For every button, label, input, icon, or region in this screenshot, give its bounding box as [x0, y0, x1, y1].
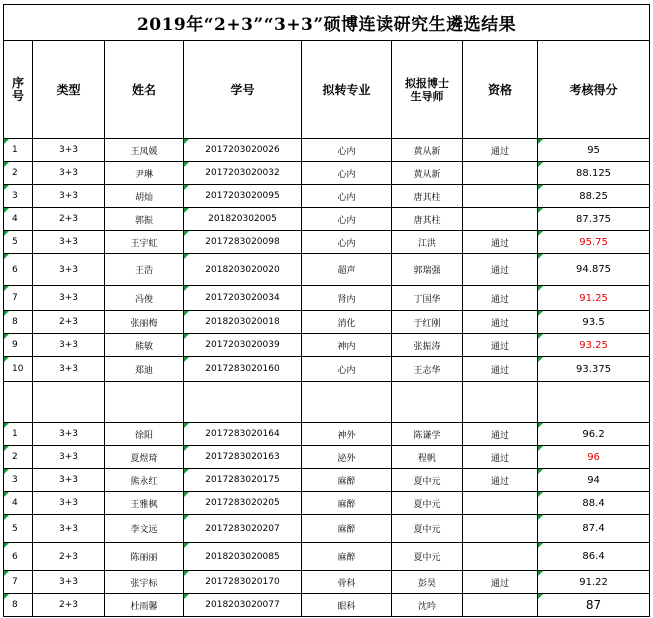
- cell-type[interactable]: 3+3: [33, 469, 105, 492]
- empty-cell[interactable]: [4, 404, 33, 423]
- cell-student-id[interactable]: 2017283020207: [184, 515, 302, 543]
- cell-advisor[interactable]: 郭瑞强: [392, 254, 463, 286]
- empty-cell[interactable]: [4, 382, 33, 404]
- header-qualification[interactable]: 资格: [463, 41, 538, 139]
- cell-student-id[interactable]: 2017283020170: [184, 571, 302, 594]
- cell-name[interactable]: 王雅枫: [105, 492, 184, 515]
- table-row: [4, 334, 650, 357]
- cell-seq[interactable]: 9: [4, 334, 33, 357]
- cell-name[interactable]: 陈丽丽: [105, 543, 184, 571]
- cell-major[interactable]: 心内: [302, 357, 392, 382]
- cell-name[interactable]: 张丽梅: [105, 311, 184, 334]
- cell-major[interactable]: 肾内: [302, 286, 392, 311]
- cell-score[interactable]: 94: [538, 469, 650, 492]
- cell-qualification[interactable]: [463, 492, 538, 515]
- cell-name[interactable]: 冯俊: [105, 286, 184, 311]
- header-name[interactable]: 姓名: [105, 41, 184, 139]
- cell-seq[interactable]: 2: [4, 446, 33, 469]
- cell-student-id[interactable]: 2017203020026: [184, 139, 302, 162]
- header-advisor[interactable]: [392, 41, 463, 139]
- empty-cell[interactable]: [105, 382, 184, 404]
- blank-row: [4, 404, 650, 423]
- empty-cell[interactable]: [184, 382, 302, 404]
- cell-qualification[interactable]: [463, 543, 538, 571]
- cell-student-id[interactable]: 2017283020164: [184, 423, 302, 446]
- cell-advisor[interactable]: 张振涛: [392, 334, 463, 357]
- cell-type[interactable]: 3+3: [33, 357, 105, 382]
- cell-type[interactable]: 3+3: [33, 492, 105, 515]
- cell-name[interactable]: 徐阳: [105, 423, 184, 446]
- cell-qualification[interactable]: [463, 208, 538, 231]
- cell-seq[interactable]: 8: [4, 311, 33, 334]
- cell-seq[interactable]: 1: [4, 139, 33, 162]
- cell-student-id[interactable]: 2017283020175: [184, 469, 302, 492]
- cell-type[interactable]: 3+3: [33, 446, 105, 469]
- empty-cell[interactable]: [302, 404, 392, 423]
- header-seq[interactable]: [4, 41, 33, 139]
- cell-score[interactable]: 86.4: [538, 543, 650, 571]
- cell-major[interactable]: 超声: [302, 254, 392, 286]
- cell-type[interactable]: 3+3: [33, 515, 105, 543]
- cell-advisor[interactable]: 彭昊: [392, 571, 463, 594]
- empty-cell[interactable]: [33, 404, 105, 423]
- cell-score[interactable]: 91.22: [538, 571, 650, 594]
- cell-score[interactable]: 93.5: [538, 311, 650, 334]
- table-row: [4, 571, 650, 594]
- cell-type[interactable]: 2+3: [33, 543, 105, 571]
- cell-name[interactable]: 张宇标: [105, 571, 184, 594]
- cell-major[interactable]: 心内: [302, 185, 392, 208]
- cell-student-id[interactable]: 2017203020095: [184, 185, 302, 208]
- cell-seq[interactable]: 3: [4, 469, 33, 492]
- header-major[interactable]: 拟转专业: [302, 41, 392, 139]
- cell-name[interactable]: 胡灿: [105, 185, 184, 208]
- cell-qualification[interactable]: 通过: [463, 334, 538, 357]
- cell-type[interactable]: 2+3: [33, 311, 105, 334]
- cell-score[interactable]: 94.875: [538, 254, 650, 286]
- cell-score[interactable]: 96: [538, 446, 650, 469]
- cell-student-id[interactable]: 2017283020098: [184, 231, 302, 254]
- table-row: [4, 139, 650, 162]
- table-row: [4, 286, 650, 311]
- table-row: [4, 446, 650, 469]
- cell-student-id[interactable]: 2018203020018: [184, 311, 302, 334]
- cell-seq[interactable]: 8: [4, 594, 33, 617]
- cell-qualification[interactable]: [463, 594, 538, 617]
- cell-type[interactable]: 3+3: [33, 162, 105, 185]
- table-row: [4, 423, 650, 446]
- cell-score[interactable]: 96.2: [538, 423, 650, 446]
- cell-seq[interactable]: 6: [4, 254, 33, 286]
- cell-type[interactable]: 2+3: [33, 594, 105, 617]
- cell-name[interactable]: 夏煜琦: [105, 446, 184, 469]
- empty-cell[interactable]: [302, 382, 392, 404]
- empty-cell[interactable]: [463, 404, 538, 423]
- cell-major[interactable]: 神内: [302, 334, 392, 357]
- blank-row: [4, 382, 650, 404]
- cell-seq[interactable]: 10: [4, 357, 33, 382]
- cell-name[interactable]: 杜雨馨: [105, 594, 184, 617]
- cell-qualification[interactable]: 通过: [463, 357, 538, 382]
- cell-advisor[interactable]: 黄从新: [392, 162, 463, 185]
- cell-student-id[interactable]: 2017283020205: [184, 492, 302, 515]
- cell-student-id[interactable]: 2017203020039: [184, 334, 302, 357]
- cell-qualification[interactable]: [463, 185, 538, 208]
- cell-major[interactable]: 心内: [302, 208, 392, 231]
- table-row: [4, 254, 650, 286]
- header-row: [4, 41, 650, 139]
- cell-score[interactable]: 91.25: [538, 286, 650, 311]
- cell-score[interactable]: 87: [538, 594, 650, 617]
- results-table: [3, 4, 650, 617]
- table-row: [4, 162, 650, 185]
- cell-score[interactable]: 95: [538, 139, 650, 162]
- cell-major[interactable]: 麻醉: [302, 469, 392, 492]
- empty-cell[interactable]: [33, 382, 105, 404]
- cell-advisor[interactable]: 夏中元: [392, 543, 463, 571]
- empty-cell[interactable]: [463, 382, 538, 404]
- cell-type[interactable]: 3+3: [33, 231, 105, 254]
- table-row: [4, 492, 650, 515]
- cell-seq[interactable]: 1: [4, 423, 33, 446]
- cell-major[interactable]: 心内: [302, 139, 392, 162]
- cell-major[interactable]: 麻醉: [302, 543, 392, 571]
- cell-type[interactable]: 3+3: [33, 286, 105, 311]
- cell-name[interactable]: 王浩: [105, 254, 184, 286]
- cell-qualification[interactable]: [463, 515, 538, 543]
- cell-qualification[interactable]: 通过: [463, 571, 538, 594]
- cell-seq[interactable]: 7: [4, 571, 33, 594]
- cell-advisor[interactable]: 丁国华: [392, 286, 463, 311]
- cell-advisor[interactable]: 夏中元: [392, 515, 463, 543]
- cell-qualification[interactable]: [463, 162, 538, 185]
- empty-cell[interactable]: [538, 382, 650, 404]
- cell-major[interactable]: 神外: [302, 423, 392, 446]
- cell-score[interactable]: 88.4: [538, 492, 650, 515]
- cell-seq[interactable]: 6: [4, 543, 33, 571]
- cell-major[interactable]: 心内: [302, 231, 392, 254]
- cell-type[interactable]: 3+3: [33, 139, 105, 162]
- table-row: [4, 515, 650, 543]
- header-type[interactable]: 类型: [33, 41, 105, 139]
- cell-type[interactable]: 3+3: [33, 571, 105, 594]
- cell-qualification[interactable]: 通过: [463, 139, 538, 162]
- empty-cell[interactable]: [538, 404, 650, 423]
- table-row: [4, 357, 650, 382]
- cell-advisor[interactable]: 夏中元: [392, 492, 463, 515]
- cell-student-id[interactable]: 2017283020163: [184, 446, 302, 469]
- cell-major[interactable]: 麻醉: [302, 492, 392, 515]
- cell-major[interactable]: 麻醉: [302, 515, 392, 543]
- cell-student-id[interactable]: 2017203020034: [184, 286, 302, 311]
- cell-major[interactable]: 泌外: [302, 446, 392, 469]
- cell-name[interactable]: 郭振: [105, 208, 184, 231]
- cell-score[interactable]: 93.375: [538, 357, 650, 382]
- header-advisor-label: 拟报博士生导师: [405, 76, 449, 103]
- table-row: [4, 231, 650, 254]
- header-score[interactable]: 考核得分: [538, 41, 650, 139]
- cell-seq[interactable]: 3: [4, 185, 33, 208]
- table-row: [4, 311, 650, 334]
- cell-qualification[interactable]: 通过: [463, 311, 538, 334]
- table-row: [4, 208, 650, 231]
- cell-student-id[interactable]: 201820302005: [184, 208, 302, 231]
- cell-seq[interactable]: 5: [4, 231, 33, 254]
- cell-major[interactable]: 眼科: [302, 594, 392, 617]
- cell-type[interactable]: 2+3: [33, 208, 105, 231]
- cell-score[interactable]: 88.125: [538, 162, 650, 185]
- empty-cell[interactable]: [392, 382, 463, 404]
- cell-student-id[interactable]: 2018203020085: [184, 543, 302, 571]
- table-row: [4, 594, 650, 617]
- empty-cell[interactable]: [184, 404, 302, 423]
- cell-major[interactable]: 消化: [302, 311, 392, 334]
- cell-qualification[interactable]: 通过: [463, 423, 538, 446]
- cell-advisor[interactable]: 夏中元: [392, 469, 463, 492]
- cell-seq[interactable]: 5: [4, 515, 33, 543]
- header-student-id[interactable]: 学号: [184, 41, 302, 139]
- cell-advisor[interactable]: 唐其柱: [392, 208, 463, 231]
- cell-qualification[interactable]: 通过: [463, 469, 538, 492]
- empty-cell[interactable]: [105, 404, 184, 423]
- cell-advisor[interactable]: 黄从新: [392, 139, 463, 162]
- table-row: [4, 469, 650, 492]
- cell-name[interactable]: 熊敏: [105, 334, 184, 357]
- cell-name[interactable]: 尹琳: [105, 162, 184, 185]
- cell-qualification[interactable]: 通过: [463, 286, 538, 311]
- cell-qualification[interactable]: 通过: [463, 231, 538, 254]
- cell-advisor[interactable]: 唐其柱: [392, 185, 463, 208]
- cell-advisor[interactable]: 江洪: [392, 231, 463, 254]
- cell-type[interactable]: 3+3: [33, 334, 105, 357]
- title-row: [4, 5, 650, 41]
- cell-name[interactable]: 李文远: [105, 515, 184, 543]
- cell-advisor[interactable]: 程帆: [392, 446, 463, 469]
- cell-type[interactable]: 3+3: [33, 254, 105, 286]
- cell-score[interactable]: 87.375: [538, 208, 650, 231]
- cell-score[interactable]: 95.75: [538, 231, 650, 254]
- cell-qualification[interactable]: 通过: [463, 254, 538, 286]
- empty-cell[interactable]: [392, 404, 463, 423]
- cell-score[interactable]: 87.4: [538, 515, 650, 543]
- cell-advisor[interactable]: 王志华: [392, 357, 463, 382]
- cell-major[interactable]: 骨科: [302, 571, 392, 594]
- cell-name[interactable]: 郑迪: [105, 357, 184, 382]
- cell-seq[interactable]: 2: [4, 162, 33, 185]
- cell-advisor[interactable]: 于红刚: [392, 311, 463, 334]
- cell-type[interactable]: 3+3: [33, 423, 105, 446]
- cell-score[interactable]: 93.25: [538, 334, 650, 357]
- cell-student-id[interactable]: 2017203020032: [184, 162, 302, 185]
- cell-advisor[interactable]: 陈谦学: [392, 423, 463, 446]
- cell-student-id[interactable]: 2018203020020: [184, 254, 302, 286]
- cell-score[interactable]: 88.25: [538, 185, 650, 208]
- cell-seq[interactable]: 4: [4, 208, 33, 231]
- table-row: [4, 543, 650, 571]
- cell-student-id[interactable]: 2018203020077: [184, 594, 302, 617]
- cell-seq[interactable]: 4: [4, 492, 33, 515]
- header-seq-label: 序号: [11, 75, 24, 103]
- cell-name[interactable]: 熊永红: [105, 469, 184, 492]
- table-row: [4, 185, 650, 208]
- cell-advisor[interactable]: 沈吟: [392, 594, 463, 617]
- cell-seq[interactable]: 7: [4, 286, 33, 311]
- page-title[interactable]: 2019年“2+3”“3+3”硕博连读研究生遴选结果: [4, 5, 650, 41]
- cell-name[interactable]: 王宇虹: [105, 231, 184, 254]
- cell-major[interactable]: 心内: [302, 162, 392, 185]
- cell-type[interactable]: 3+3: [33, 185, 105, 208]
- cell-qualification[interactable]: 通过: [463, 446, 538, 469]
- cell-student-id[interactable]: 2017283020160: [184, 357, 302, 382]
- cell-name[interactable]: 王凤媛: [105, 139, 184, 162]
